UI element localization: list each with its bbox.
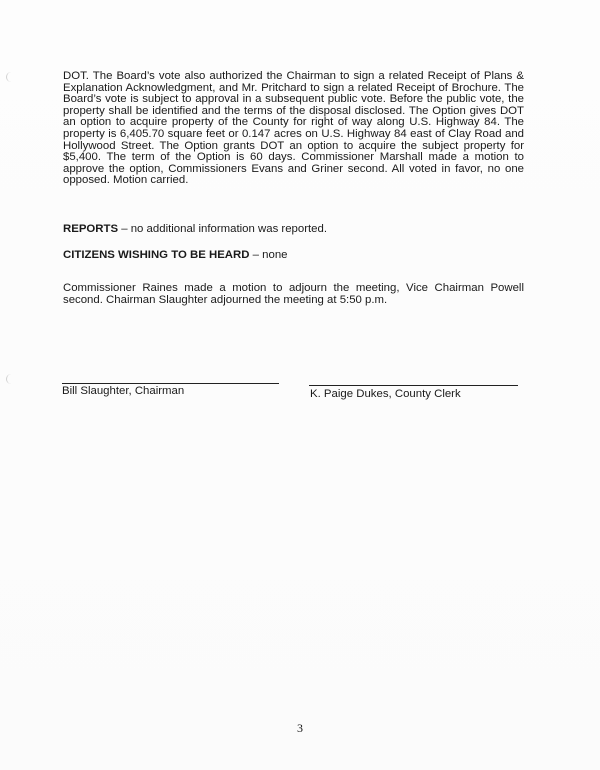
reports-text: – no additional information was reported.	[118, 223, 328, 235]
reports-paragraph	[63, 224, 524, 236]
adjourn-paragraph: Commissioner Raines made a motion to adjourn the meeting, Vice Chairman Powell second. Chairman Slaughter adjourned the meeting at 5:50 p.m.	[63, 282, 524, 306]
dot-option-paragraph: DOT. The Board’s vote also authorized the Chairman to sign a related Receipt of Plans & Explanation Acknowledgment, and Mr. Pritchard to sign a related Receipt of Brochure. The Board’s vote is subject to approval in a subsequent public vote. Before the public vote, the property shall be identified and the terms of the disposal disclosed. The Option gives DOT an option to acquire property of the County for right of way along U.S. Highway 84. The property is 6,405.70 square feet or 0.147 acres on U.S. Highway 84 east of Clay Road and Hollywood Street. The Option grants DOT an option to acquire the subject property for $5,400. The term of the Option is 60 days. Commissioner Marshall made a motion to approve the option, Commissioners Evans and Griner second. All voted in favor, no one opposed. Motion carried.	[63, 70, 524, 187]
citizens-heading: CITIZENS WISHING TO BE HEARD	[63, 249, 250, 261]
reports-heading: REPORTS	[63, 223, 119, 235]
chairman-signature-line	[62, 383, 279, 384]
citizens-paragraph	[63, 250, 524, 262]
chairman-signature-name: Bill Slaughter, Chairman	[62, 385, 185, 397]
clerk-signature-line	[309, 385, 518, 386]
page-number: 3	[297, 721, 303, 735]
punch-hole-mark	[6, 374, 13, 384]
clerk-signature-name: K. Paige Dukes, County Clerk	[310, 388, 461, 400]
citizens-text: – none	[249, 249, 288, 261]
punch-hole-mark	[6, 72, 13, 82]
